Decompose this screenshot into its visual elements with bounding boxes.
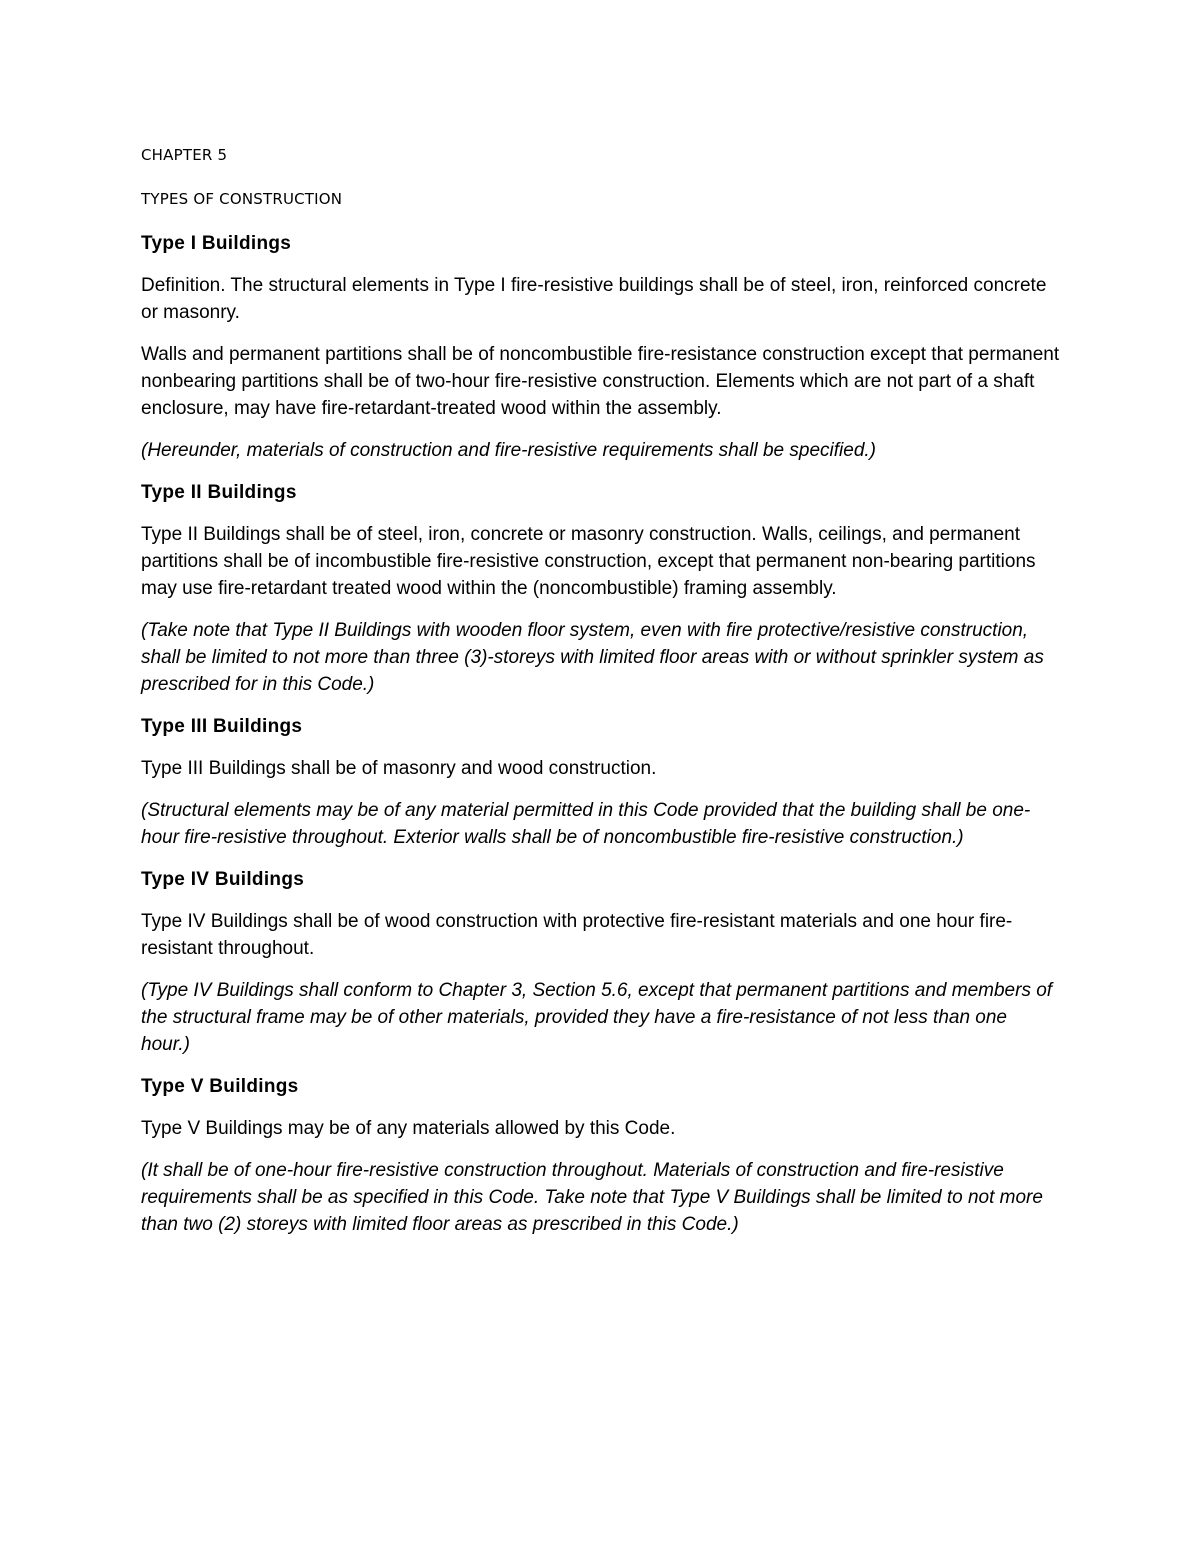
section-paragraph: Type V Buildings may be of any materials allowed by this Code. (141, 1118, 676, 1139)
section-paragraph: Walls and permanent partitions shall be of noncombustible fire-resistance construction except that permanent nonbearing partitions shall be of two-hour fire-resistive construction. Elements which are not part of a shaft enclosure, may have fire-retardant-treated wood within the assembly. (141, 344, 1060, 419)
section-note: (Type IV Buildings shall conform to Chapter 3, Section 5.6, except that permanent partitions and members of the structural frame may be of other materials, provided they have a fire-resistance of not less than one hour.) (141, 980, 1053, 1055)
section-paragraph: Type III Buildings shall be of masonry and wood construction. (141, 758, 657, 779)
section-note: (Take note that Type II Buildings with wooden floor system, even with fire protective/resistive construction, shall be limited to not more than three (3)-storeys with limited floor areas with or without sprinkler system as prescribed for in this Code.) (141, 620, 1044, 695)
section-type-1 (141, 230, 1061, 464)
section-paragraph: Definition. The structural elements in Type I fire-resistive buildings shall be of steel, iron, reinforced concrete or masonry. (141, 275, 1047, 323)
section-type-5 (141, 1073, 1061, 1238)
chapter-label: CHAPTER 5 (141, 146, 228, 164)
document-page (141, 142, 1061, 1253)
section-note: (Structural elements may be of any material permitted in this Code provided that the building shall be one-hour fire-resistive throughout. Exterior walls shall be of noncombustible fire-resistive construction.) (141, 800, 1031, 848)
section-heading: Type IV Buildings (141, 869, 305, 890)
section-type-2 (141, 479, 1061, 698)
section-paragraph: Type II Buildings shall be of steel, iron, concrete or masonry construction. Walls, ceilings, and permanent partitions shall be of incombustible fire-resistive construction, except that permanent non-bearing partitions may use fire-retardant treated wood within the (noncombustible) framing assembly. (141, 524, 1036, 599)
section-type-3 (141, 713, 1061, 851)
section-heading: Type III Buildings (141, 716, 303, 737)
section-heading: Type II Buildings (141, 482, 297, 503)
section-paragraph: Type IV Buildings shall be of wood construction with protective fire-resistant materials and one hour fire-resistant throughout. (141, 911, 1013, 959)
section-type-4 (141, 866, 1061, 1058)
section-heading: Type I Buildings (141, 233, 292, 254)
section-note: (It shall be of one-hour fire-resistive construction throughout. Materials of construction and fire-resistive requirements shall be as specified in this Code. Take note that Type V Buildings shall be limited to not more than two (2) storeys with limited floor areas as prescribed in this Code.) (141, 1160, 1043, 1235)
section-heading: Type V Buildings (141, 1076, 299, 1097)
section-note: (Hereunder, materials of construction and fire-resistive requirements shall be specified.) (141, 440, 876, 461)
chapter-title: TYPES OF CONSTRUCTION (141, 190, 343, 208)
